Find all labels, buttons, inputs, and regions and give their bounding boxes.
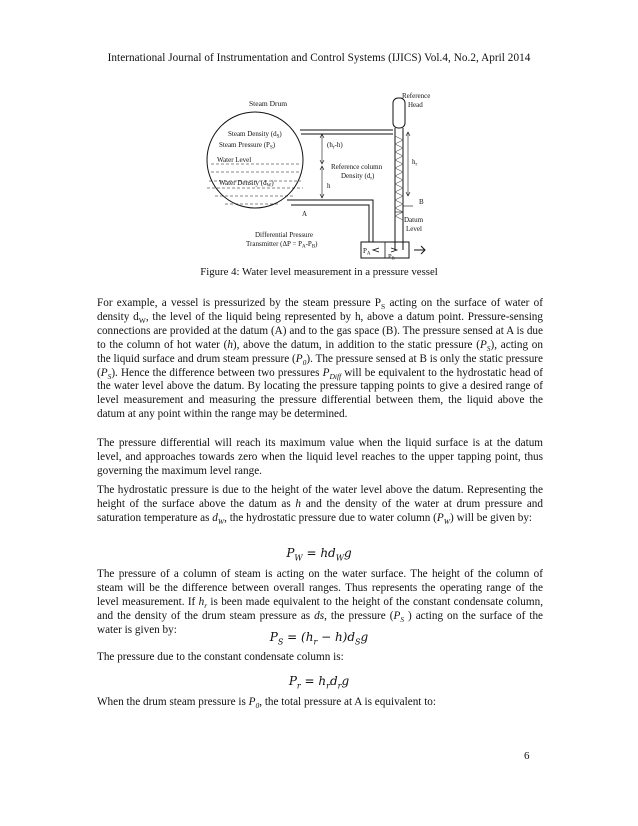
label-water-level: Water Level xyxy=(217,156,252,164)
paragraph-5: The pressure due to the constant condensate column is: xyxy=(97,651,344,663)
paragraph-2: The pressure differential will reach its maximum value when the liquid surface is at the datum level, and approaches towards zero when the liquid level reaches to the upper tapping point, thus governing the maximum level range. xyxy=(97,437,543,477)
figure-4-diagram xyxy=(195,92,445,262)
label-hr: $h_r$ xyxy=(412,158,418,168)
page-number: 6 xyxy=(524,750,530,762)
paragraph-6: When the drum steam pressure is $P_0$, the total pressure at A is equivalent to: xyxy=(97,696,437,711)
label-pb: $P_B$ xyxy=(388,253,395,261)
svg-text:Transmitter (ΔP = PA-PB): Transmitter $(\Delta P = P_A-P_B)$ xyxy=(246,240,318,250)
equation-1: $P_W = hd_Wg$ xyxy=(286,546,352,563)
label-b: B xyxy=(419,198,424,206)
paragraph-3: The hydrostatic pressure is due to the height of the water level above the datum. Representing the height of the surface above the datum as h and the density of the water at drum pressure and saturation temperature as $d_W$, the hydrostatic pressure due to water column $(P_W)$ will be given by: xyxy=(97,484,543,527)
label-steam-drum: Steam Drum xyxy=(249,99,288,108)
label-h: h xyxy=(327,182,331,190)
label-hr-minus-h: $(h_r-h)$ xyxy=(327,141,343,151)
svg-text:Level: Level xyxy=(406,225,422,233)
reference-head xyxy=(393,98,405,128)
label-steam-pressure: Steam Pressure $(P_S)$ xyxy=(219,141,276,151)
label-reference-head: Reference xyxy=(402,92,431,100)
figure-caption: Figure 4: Water level measurement in a pressure vessel xyxy=(200,266,438,278)
label-datum-level: Datum xyxy=(404,216,424,224)
paragraph-1: For example, a vessel is pressurized by the steam pressure $P_S$ acting on the surface of water of density $d_W$, the level of the liquid being represented by h, above a datum point. Pressure-sensing connections are provided at the datum (A) and to the gas space (B). The pressure sensed at A is due to the column of hot water (h), above the datum, in addition to the static pressure $(P_S)$, acting on the liquid surface and drum steam pressure $(P_0)$. The pressure sensed at B is only the static pressure $(P_S)$. Hence the difference between two pressures $P_{Diff}$ will be equivalent to the hydrostatic head of the water level above the datum. By locating the pressure tapping points to give a desired range of level measurement and measuring the pressure differential between them, the liquid above the datum at any point within the range may be determined. xyxy=(97,297,544,421)
journal-header: International Journal of Instrumentation and Control Systems (IJICS) Vol.4, No.2, April 2014 xyxy=(107,52,531,64)
svg-text:Density (dr): Density $(d_r)$ xyxy=(341,172,375,182)
equation-2: $P_S = (h_r - h)d_Sg$ xyxy=(269,630,369,647)
svg-text:Head: Head xyxy=(408,101,423,109)
label-water-density: Water Density $(d_W)$ xyxy=(219,179,274,189)
label-pa: $P_A$ xyxy=(363,247,371,257)
label-reference-column: Reference column xyxy=(331,163,383,171)
label-dp-transmitter: Differential Pressure xyxy=(255,231,313,239)
label-a: A xyxy=(302,210,308,218)
equation-3: $P_r = h_rd_rg$ xyxy=(288,674,350,691)
paragraph-4: The pressure of a column of steam is acting on the water surface. The height of the column of steam will be the difference between overall ranges. Thus represents the operating range of the level measurement. If $h_r$ is been made equivalent to the height of the constant condensate column, and the density of the drum steam pressure as ds, the pressure ($P_S$ ) acting on the surface of the water is given by: xyxy=(97,568,544,636)
label-steam-density: Steam Density $(d_S)$ xyxy=(228,130,282,140)
